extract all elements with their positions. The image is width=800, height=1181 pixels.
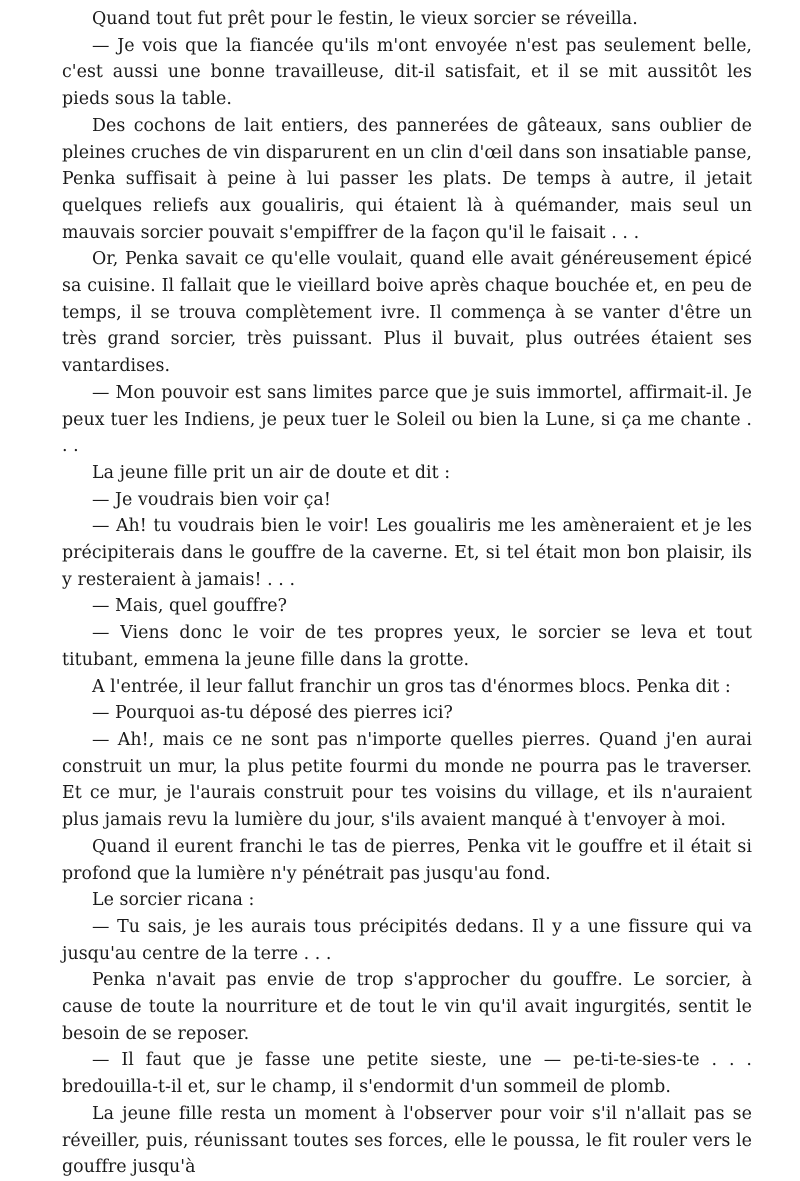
paragraph: — Je voudrais bien voir ça! — [92, 489, 331, 510]
paragraph: Le sorcier ricana : — [92, 890, 255, 911]
paragraph: — Mon pouvoir est sans limites parce que je suis immortel, affirmait-il. Je peux tuer les Indiens, je peux tuer le Soleil ou bien la Lune, si ça me chante . . . — [62, 382, 752, 457]
paragraph: La jeune fille prit un air de doute et dit : — [92, 462, 451, 483]
paragraph: Or, Penka savait ce qu'elle voulait, quand elle avait généreusement épicé sa cuisine. Il fallait que le vieillard boive après chaque bouchée et, en peu de temps, il se trouva complètement ivre. Il commença à se vanter d'être un très grand sorcier, très puissant. Plus il buvait, plus outrées étaient ses vantardises. — [62, 249, 752, 377]
paragraph: Quand il eurent franchi le tas de pierres, Penka vit le gouffre et il était si profond que la lumière n'y pénétrait pas jusqu'au fond. — [62, 836, 752, 884]
paragraph: — Pourquoi as-tu déposé des pierres ici? — [92, 703, 453, 724]
paragraph: — Mais, quel gouffre? — [92, 596, 288, 617]
paragraph: Quand tout fut prêt pour le festin, le vieux sorcier se réveilla. — [92, 9, 638, 29]
paragraph: — Ah! tu voudrais bien le voir! Les goualiris me les amèneraient et je les précipiterais dans le gouffre de la caverne. Et, si tel était mon bon plaisir, ils y resteraient à jamais! . . . — [62, 516, 752, 590]
paragraph: A l'entrée, il leur fallut franchir un gros tas d'énormes blocs. Penka dit : — [92, 676, 731, 697]
paragraph: Penka n'avait pas envie de trop s'approcher du gouffre. Le sorcier, à cause de toute la nourriture et de tout le vin qu'il avait ingurgités, sentit le besoin de se reposer. — [62, 970, 752, 1044]
paragraph: — Viens donc le voir de tes propres yeux, le sorcier se leva et tout titubant, emmena la jeune fille dans la grotte. — [62, 623, 752, 670]
paragraph: — Il faut que je fasse une petite sieste, une — pe-ti-te-sies-te . . . bredouilla-t-il et, sur le champ, il s'endormit d'un sommeil de plomb. — [62, 1050, 752, 1098]
page-text — [62, 6, 752, 1181]
paragraph: La jeune fille resta un moment à l'observer pour voir s'il n'allait pas se réveiller, puis, réunissant toutes ses forces, elle le poussa, le fit rouler vers le gouffre jusqu'à — [62, 1103, 752, 1178]
paragraph: — Tu sais, je les aurais tous précipités dedans. Il y a une fissure qui va jusqu'au centre de la terre . . . — [62, 916, 752, 964]
paragraph: — Ah!, mais ce ne sont pas n'importe quelles pierres. Quand j'en aurai construit un mur, la plus petite fourmi du monde ne pourra pas le traverser. Et ce mur, je l'aurais construit pour tes voisins du village, et ils n'auraient plus jamais revu la lumière du jour, s'ils avaient manqué à t'envoyer à moi. — [62, 729, 752, 831]
paragraph: Des cochons de lait entiers, des pannerées de gâteaux, sans oublier de pleines cruches de vin disparurent en un clin d'œil dans son insatiable panse, Penka suffisait à peine à lui passer les plats. De temps à autre, il jetait quelques reliefs aux goualiris, qui étaient là à quémander, mais seul un mauvais sorcier pouvait s'empiffrer de la façon qu'il le faisait . . . — [62, 115, 752, 243]
paragraph: — Je vois que la fiancée qu'ils m'ont envoyée n'est pas seulement belle, c'est aussi une bonne travailleuse, dit-il satisfait, et il se mit aussitôt les pieds sous la table. — [62, 35, 752, 110]
